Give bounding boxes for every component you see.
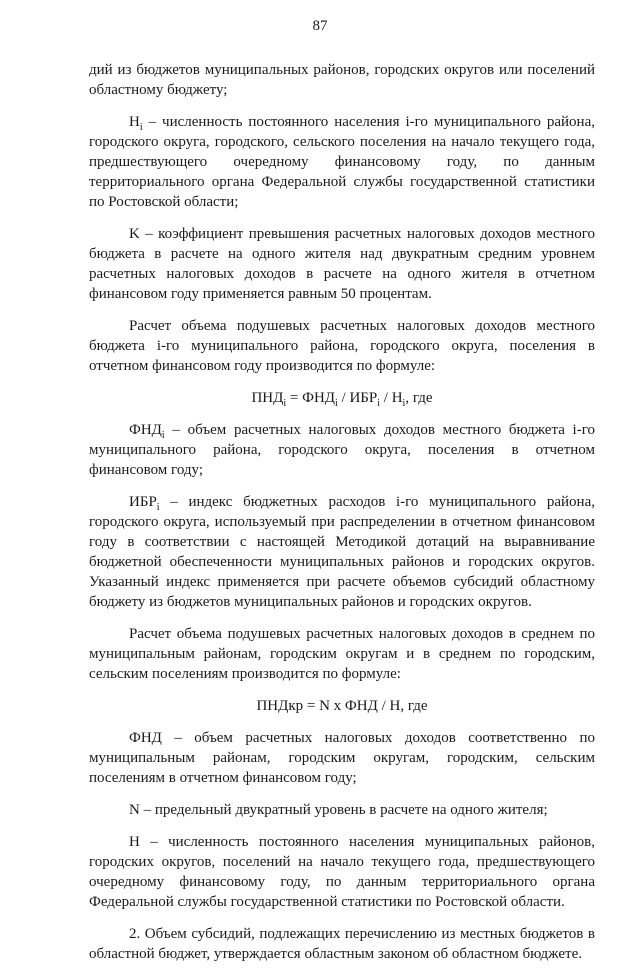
definition-fnd-i	[89, 420, 595, 480]
formula-2: ПНДкр = N x ФНД / Н, где	[256, 698, 428, 714]
page-body	[89, 60, 595, 976]
page-number: 87	[312, 18, 328, 34]
definition-population	[89, 112, 595, 212]
term-subscript: i	[156, 502, 160, 513]
definition-text: – численность постоянного населения i-го муниципального района, городского округа, городского, сельского поселения на начало текущего года, предшествующего очередному финансовому году, по данным территориального органа Федеральной службы государственной статистики по Ростовской области;	[89, 114, 595, 210]
paragraph-formula-intro-1: Расчет объема подушевых расчетных налоговых доходов местного бюджета i-го муниципального района, городского округа, поселения в отчетном финансовом году производится по формуле:	[89, 318, 595, 374]
formula-subscript: i	[377, 398, 381, 409]
term: ИБР	[129, 494, 157, 510]
definition-n: N – предельный двукратный уровень в расчете на одного жителя;	[129, 802, 548, 818]
term: ФНД	[129, 422, 162, 438]
paragraph-continuation: дий из бюджетов муниципальных районов, городских округов или поселений областному бюджету;	[89, 62, 595, 98]
definition-coefficient: K – коэффициент превышения расчетных налоговых доходов местного бюджета в расчете на одного жителя над двукратным средним уровнем расчетных налоговых доходов в расчете на одного жителя в отчетном финансовом году применяется равным 50 процентам.	[89, 226, 595, 302]
term-subscript: i	[139, 122, 143, 133]
formula-subscript: i	[335, 398, 338, 409]
formula-part: , где	[405, 390, 433, 406]
definition-text: – объем расчетных налоговых доходов местного бюджета i-го муниципального района, городского округа, поселения в отчетном финансовом году;	[89, 422, 595, 478]
formula-subscript: i	[283, 398, 287, 409]
paragraph-item-2: 2. Объем субсидий, подлежащих перечислению из местных бюджетов в областной бюджет, утверждается областным законом об областном бюджете.	[89, 926, 595, 962]
definition-ibr-i	[89, 492, 595, 612]
definition-population-total: Н – численность постоянного населения муниципальных районов, городских округов, поселений на начало текущего года, предшествующего очередному финансовому году, по данным территориального органа Федеральной службы государственной статистики по Ростовской области.	[89, 834, 595, 910]
formula-part: ПНД	[251, 390, 284, 406]
definition-fnd: ФНД – объем расчетных налоговых доходов соответственно по муниципальным районам, городским округам, городским, сельским поселениям в отчетном финансовом году;	[89, 730, 595, 786]
formula-part: = ФНД	[286, 390, 336, 406]
formula-part: / ИБР	[337, 390, 378, 406]
formula-subscript: i	[402, 398, 406, 409]
formula-1	[89, 388, 595, 408]
term-subscript: i	[161, 430, 165, 441]
definition-text: – индекс бюджетных расходов i-го муниципального района, городского округа, используемый при распределении в отчетном финансовом году в соответствии с настоящей Методикой дотаций на выравнивание бюджетной обеспеченности муниципальных районов и городских округов. Указанный индекс применяется при расчете объемов субсидий областному бюджету из бюджетов муниципальных районов и городских округов.	[89, 494, 595, 610]
paragraph-formula-intro-2: Расчет объема подушевых расчетных налоговых доходов в среднем по муниципальным районам, городским округам и в среднем по городским, сельским поселениям производится по формуле:	[89, 626, 595, 682]
formula-part: / Н	[380, 390, 403, 406]
term: Н	[129, 114, 140, 130]
